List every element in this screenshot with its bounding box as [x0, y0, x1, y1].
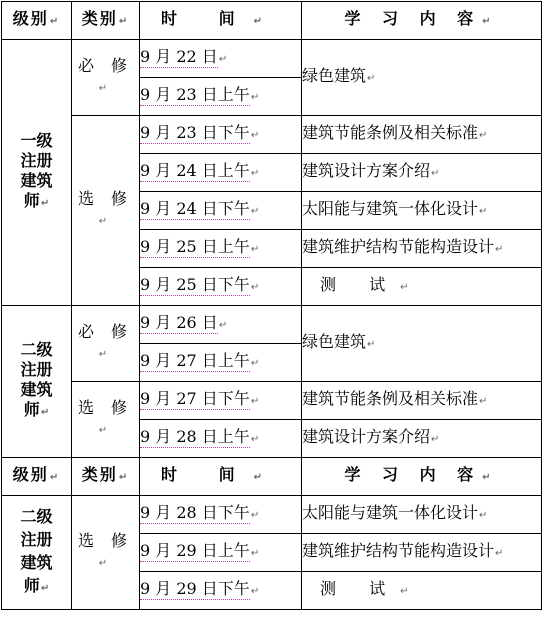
date-cell: 9 月 29 日上午↵ — [140, 534, 302, 572]
header-content: 学 习 内 容↵ — [302, 458, 542, 496]
header-time: 时 间↵ — [140, 2, 302, 40]
header-row — [2, 2, 542, 40]
header-category: 类别↵ — [72, 2, 140, 40]
topic-cell: 测 试↵ — [302, 268, 542, 306]
date-cell: 9 月 27 日下午↵ — [140, 382, 302, 420]
topic-cell: 建筑维护结构节能构造设计↵ — [302, 230, 542, 268]
header-row — [2, 458, 542, 496]
topic-cell: 太阳能与建筑一体化设计↵ — [302, 192, 542, 230]
topic-cell: 绿色建筑↵ — [302, 40, 542, 116]
topic-cell: 太阳能与建筑一体化设计↵ — [302, 496, 542, 534]
topic-cell: 绿色建筑↵ — [302, 306, 542, 382]
topic-cell: 建筑节能条例及相关标准↵ — [302, 116, 542, 154]
table-row — [2, 40, 542, 78]
header-level: 级别↵ — [2, 2, 72, 40]
header-time: 时 间↵ — [140, 458, 302, 496]
date-cell: 9 月 28 日上午↵ — [140, 420, 302, 458]
date-cell: 9 月 22 日↵ — [140, 40, 302, 78]
date-cell: 9 月 29 日下午↵ — [140, 572, 302, 610]
category-cell: 必 修↵ — [72, 306, 140, 382]
date-cell: 9 月 27 日上午↵ — [140, 344, 302, 382]
header-content: 学 习 内 容↵ — [302, 2, 542, 40]
date-cell: 9 月 23 日上午↵ — [140, 78, 302, 116]
table-row — [2, 116, 542, 154]
date-cell: 9 月 23 日下午↵ — [140, 116, 302, 154]
header-category: 类别↵ — [72, 458, 140, 496]
date-cell: 9 月 25 日上午↵ — [140, 230, 302, 268]
category-cell: 必 修↵ — [72, 40, 140, 116]
topic-cell: 建筑节能条例及相关标准↵ — [302, 382, 542, 420]
date-cell: 9 月 24 日下午↵ — [140, 192, 302, 230]
topic-cell: 建筑设计方案介绍↵ — [302, 420, 542, 458]
table-row — [2, 382, 542, 420]
topic-cell: 建筑维护结构节能构造设计↵ — [302, 534, 542, 572]
category-cell: 选 修↵ — [72, 496, 140, 610]
header-level: 级别↵ — [2, 458, 72, 496]
level-cell: 一级 注册 建筑 师↵ — [2, 40, 72, 306]
date-cell: 9 月 28 日下午↵ — [140, 496, 302, 534]
level-cell: 二级 注册 建筑 师↵ — [2, 496, 72, 610]
date-cell: 9 月 26 日↵ — [140, 306, 302, 344]
level-cell: 二级 注册 建筑 师↵ — [2, 306, 72, 458]
table-row — [2, 306, 542, 344]
topic-cell: 建筑设计方案介绍↵ — [302, 154, 542, 192]
topic-cell: 测 试↵ — [302, 572, 542, 610]
date-cell: 9 月 25 日下午↵ — [140, 268, 302, 306]
category-cell: 选 修↵ — [72, 116, 140, 306]
date-cell: 9 月 24 日上午↵ — [140, 154, 302, 192]
table-row — [2, 496, 542, 534]
category-cell: 选 修↵ — [72, 382, 140, 458]
schedule-table — [1, 1, 542, 610]
